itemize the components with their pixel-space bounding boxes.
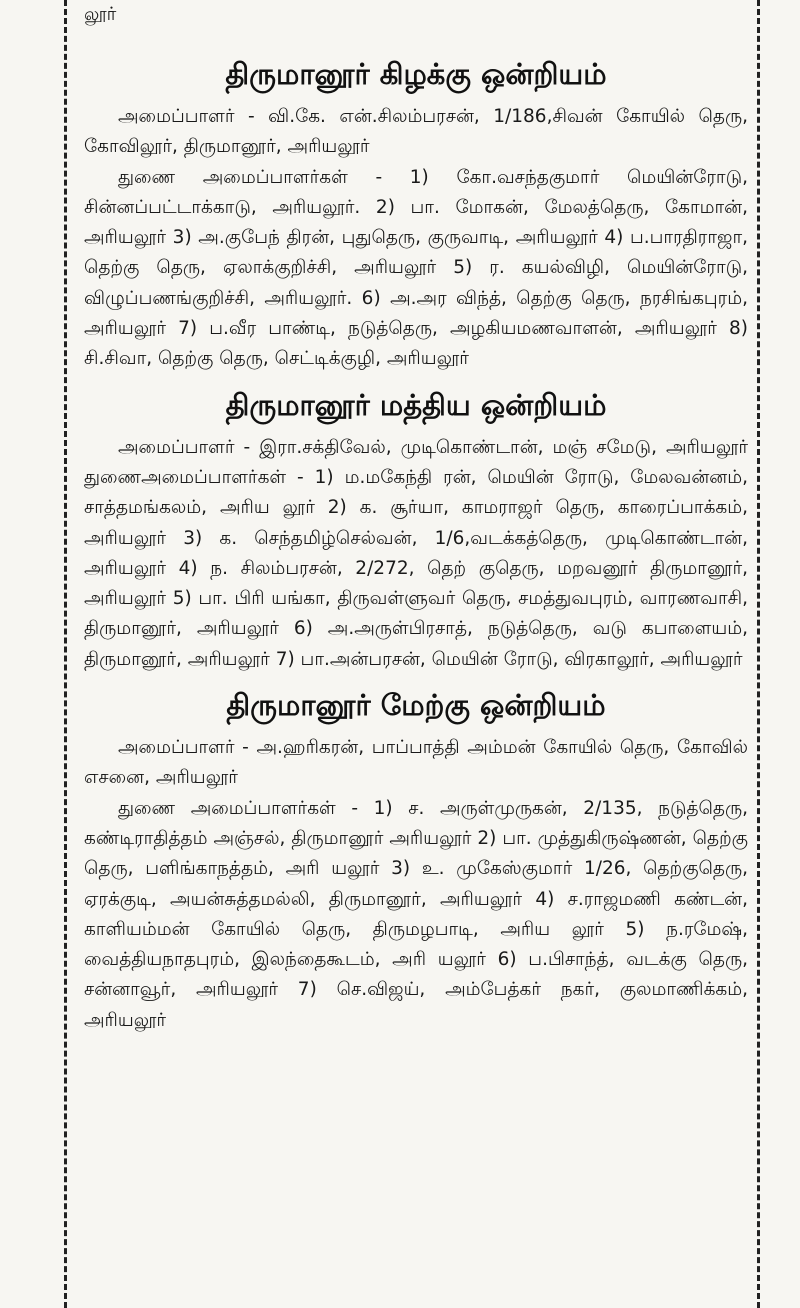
- organizer-paragraph: அமைப்பாளர் - இரா.சக்திவேல், முடிகொண்டான், மஞ் சமேடு, அரியலூர் துணைஅமைப்பாளர்கள் - 1) ம.மகேந்தி ரன், மெயின் ரோடு, மேலவன்னம், சாத்தமங்கலம், அரிய லூர் 2) க. சூர்யா, காமராஜர் தெரு, காரைப்பாக்கம், அரியலூர் 3) க. செந்தமிழ்செல்வன், 1/6,வடக்கத்தெரு, முடிகொண்டான், அரியலூர் 4) ந. சிலம்பரசன், 2/272, தெற் குதெரு, மறவனூர் திருமானூர், அரியலூர் 5) பா. பிரி யங்கா, திருவள்ளுவர் தெரு, சமத்துவபுரம், வாரணவாசி, திருமானூர், அரியலூர் 6) அ.அருள்பிரசாத், நடுத்தெரு, வடு கபாளையம், திருமானூர், அரியலூர் 7) பா.அன்பரசன், மெயின் ரோடு, விரகாலூர், அரியலூர்: [84, 436, 748, 670]
- deputy-organizers-paragraph: துணை அமைப்பாளர்கள் - 1) கோ.வசந்தகுமார் மெயின்ரோடு, சின்னப்பட்டாக்காடு, அரியலூர். 2) பா. மோகன், மேலத்தெரு, கோமான், அரியலூர் 3) அ.குபேந் திரன், புதுதெரு, குருவாடி, அரியலூர் 4) ப.பாரதிராஜா, தெற்கு தெரு, ஏலாக்குறிச்சி, அரியலூர் 5) ர. கயல்விழி, மெயின்ரோடு, விழுப்பணங்குறிச்சி, அரியலூர். 6) அ.அர விந்த், தெற்கு தெரு, நரசிங்கபுரம், அரியலூர் 7) ப.வீர பாண்டி, நடுத்தெரு, அழகியமணவாளன், அரியலூர் 8) சி.சிவா, தெற்கு தெரு, செட்டிக்குழி, அரியலூர்: [84, 166, 748, 370]
- left-column-divider: [64, 0, 67, 1308]
- article-column: [84, 0, 748, 1036]
- section-west-union: [84, 685, 748, 1036]
- organizer-paragraph: அமைப்பாளர் - வி.கே. என்.சிலம்பரசன், 1/186,சிவன் கோயில் தெரு, கோவிலூர், திருமானூர், அரியலூர்: [84, 106, 748, 158]
- section-heading: திருமானூர் மத்திய ஒன்றியம்: [225, 387, 607, 422]
- article-top-line: லூர்: [84, 4, 117, 25]
- section-heading: திருமானூர் கிழக்கு ஒன்றியம்: [225, 57, 607, 91]
- section-heading: திருமானூர் மேற்கு ஒன்றியம்: [226, 688, 606, 723]
- section-east-union: [84, 54, 748, 375]
- section-central-union: [84, 385, 748, 675]
- deputy-organizers-paragraph: துணை அமைப்பாளர்கள் - 1) ச. அருள்முருகன், 2/135, நடுத்தெரு, கண்டிராதித்தம் அஞ்சல், திருமானூர் அரியலூர் 2) பா. முத்துகிருஷ்ணன், தெற்கு தெரு, பளிங்காநத்தம், அரி யலூர் 3) உ. முகேஸ்குமார் 1/26, தெற்குதெரு, ஏரக்குடி, அயன்சுத்தமல்லி, திருமானூர், அரியலூர் 4) ச.ராஜமணி கண்டன், காளியம்மன் கோயில் தெரு, திருமழபாடி, அரிய லூர் 5) ந.ரமேஷ், வைத்தியநாதபுரம், இலந்தைகூடம், அரி யலூர் 6) ப.பிசாந்த், வடக்கு தெரு, சன்னாவூர், அரியலூர் 7) செ.விஜய், அம்பேத்கர் நகர், குலமாணிக்கம், அரியலூர்: [84, 797, 748, 1031]
- right-column-divider: [757, 0, 760, 1308]
- organizer-paragraph: அமைப்பாளர் - அ.ஹரிகரன், பாப்பாத்தி அம்மன் கோயில் தெரு, கோவில் எசனை, அரியலூர்: [84, 737, 748, 789]
